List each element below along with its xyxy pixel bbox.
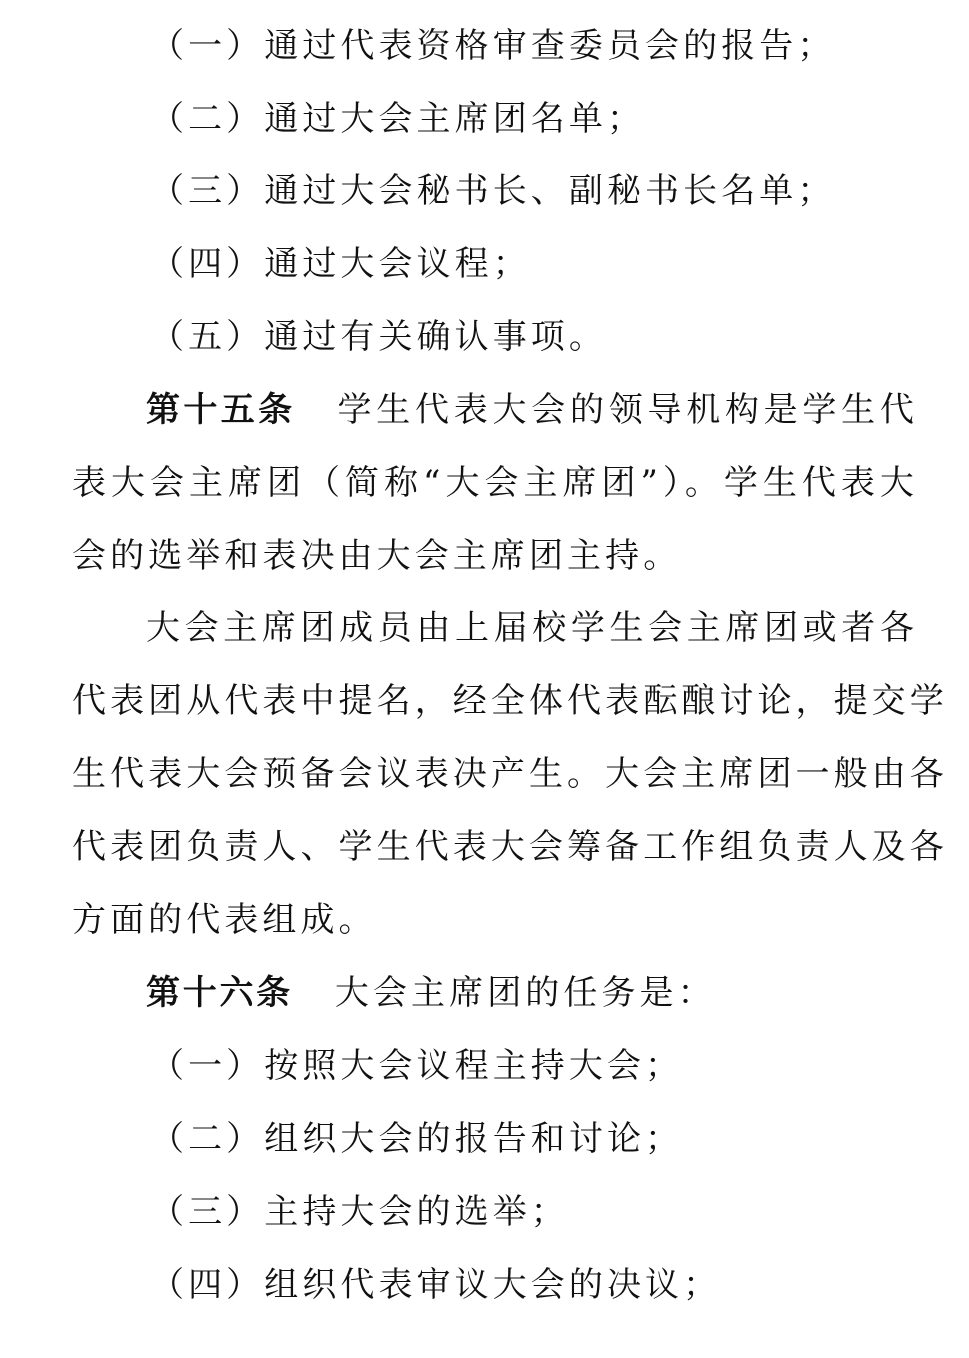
- article-16-line: [146, 957, 918, 1029]
- paragraph-line: 代表团负责人、学生代表大会筹备工作组负责人及各: [72, 827, 948, 867]
- article-text: 大会主席团的任务是：: [334, 973, 716, 1013]
- paragraph-line: 大会主席团成员由上届校学生会主席团或者各: [146, 608, 918, 648]
- paragraph-line: 表大会主席团（简称“大会主席团”）。学生代表大: [72, 463, 918, 503]
- paragraph-line: 会的选举和表决由大会主席团主持。: [72, 536, 682, 576]
- list-item: （二）组织大会的报告和讨论；: [150, 1119, 684, 1159]
- list-item: （一）按照大会议程主持大会；: [150, 1046, 684, 1086]
- article-title: 第十五条: [146, 390, 296, 430]
- list-item: （二）通过大会主席团名单；: [150, 99, 646, 139]
- paragraph-line: 生代表大会预备会议表决产生。大会主席团一般由各: [72, 754, 948, 794]
- list-item: （四）组织代表审议大会的决议；: [150, 1265, 722, 1305]
- paragraph-line: 代表团从代表中提名，经全体代表酝酿讨论，提交学: [72, 681, 948, 721]
- list-item: （一）通过代表资格审查委员会的报告；: [150, 26, 836, 66]
- paragraph-line: 方面的代表组成。: [72, 900, 377, 940]
- article-title: 第十六条: [146, 973, 293, 1013]
- list-item: （三）主持大会的选举；: [150, 1192, 569, 1232]
- list-item: （三）通过大会秘书长、副秘书长名单；: [150, 171, 836, 211]
- article-15-first-line: [146, 374, 918, 446]
- list-item: （五）通过有关确认事项。: [150, 317, 607, 357]
- list-item: （四）通过大会议程；: [150, 244, 531, 284]
- article-text: 学生代表大会的领导机构是学生代: [337, 390, 918, 430]
